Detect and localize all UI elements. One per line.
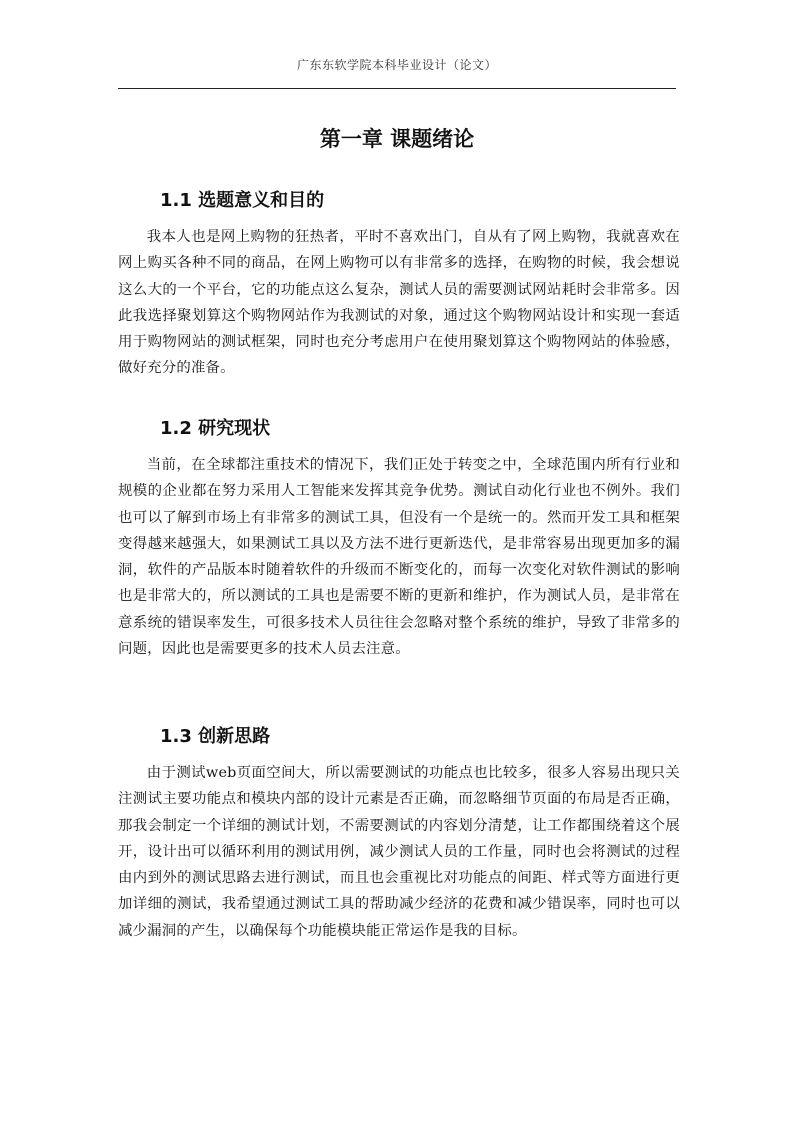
section-paragraph-1-2: 当前，在全球都注重技术的情况下，我们正处于转变之中，全球范围内所有行业和规模的企业都在努力采用人工智能来发挥其竞争优势。测试自动化行业也不例外。我们也可以了解到市场上有非常多的测试工具，但没有一个是统一的。然而开发工具和框架变得越来越强大，如果测试工具以及方法不进行更新迭代，是非常容易出现更加多的漏洞，软件的产品版本时随着软件的升级而不断变化的，而每一次变化对软件测试的影响也是非常大的，所以测试的工具也是需要不断的更新和维护，作为测试人员，是非常在意系统的错误率发生，可很多技术人员往往会忽略对整个系统的维护，导致了非常多的问题，因此也是需要更多的技术人员去注意。	[118, 457, 680, 658]
running-header: 广东东软学院本科毕业设计（论文）	[296, 58, 497, 72]
section-paragraph-1-1: 我本人也是网上购物的狂热者，平时不喜欢出门，自从有了网上购物，我就喜欢在网上购买各种不同的商品，在网上购物可以有非常多的选择，在购物的时候，我会想说这么大的一个平台，它的功能点这么复杂，测试人员的需要测试网站耗时会非常多。因此我选择聚划算这个购物网站作为我测试的对象，通过这个购物网站设计和实现一套适用于购物网站的测试框架，同时也充分考虑用户在使用聚划算这个购物网站的体验感，做好充分的准备。	[118, 229, 680, 377]
section-paragraph-1-3: 由于测试web页面空间大，所以需要测试的功能点也比较多，很多人容易出现只关注测试主要功能点和模块内部的设计元素是否正确，而忽略细节页面的布局是否正确，那我会制定一个详细的测试计划，不需要测试的内容划分清楚，让工作都围绕着这个展开，设计出可以循环利用的测试用例，减少测试人员的工作量，同时也会将测试的过程由内到外的测试思路去进行测试，而且也会重视比对功能点的间距、样式等方面进行更加详细的测试，我希望通过测试工具的帮助减少经济的花费和减少错误率，同时也可以减少漏洞的产生，以确保每个功能模块能正常运作是我的目标。	[118, 765, 680, 939]
section-heading-1-1: 1.1 选题意义和目的	[160, 190, 325, 211]
chapter-title: 第一章 课题绪论	[319, 127, 475, 151]
header-divider	[118, 88, 676, 89]
section-heading-1-2: 1.2 研究现状	[160, 418, 271, 439]
section-heading-1-3: 1.3 创新思路	[160, 726, 271, 747]
